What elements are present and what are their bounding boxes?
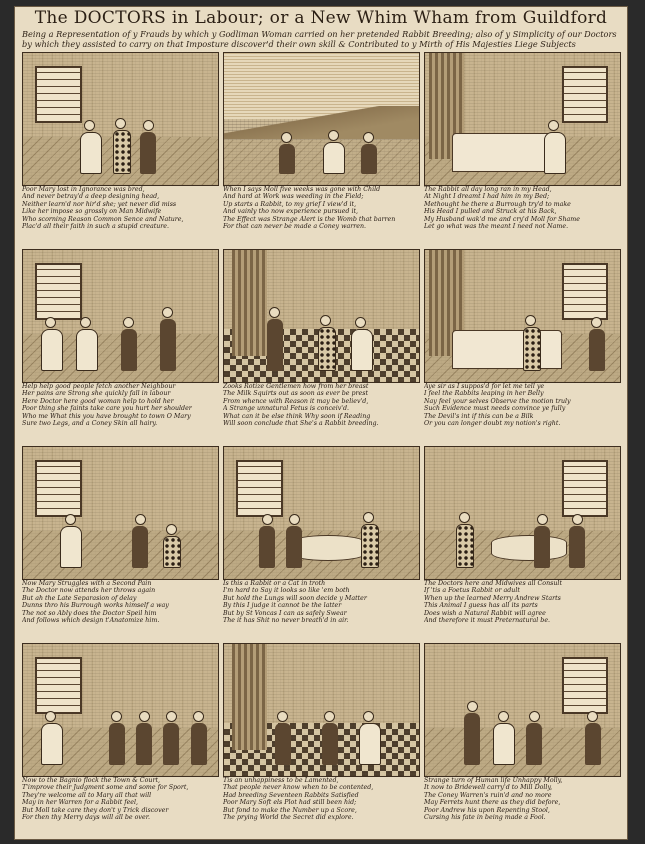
figure-body [41, 329, 63, 371]
window [236, 460, 283, 517]
figure-head [111, 711, 122, 722]
figure-head [363, 711, 374, 722]
figure-body [359, 723, 381, 765]
window [562, 263, 609, 320]
verse-line: Help help good people fetch another Neighbour [22, 383, 176, 390]
engraved-figure [589, 317, 605, 371]
verse-line: By this I judge it cannot be the latter [223, 602, 342, 610]
figure-head [572, 514, 583, 525]
verse-line: Does wish a Natural Rabbit will agree [424, 609, 546, 617]
verse-line: I feel the Rabbits leaping in her Belly [424, 390, 544, 398]
figure-body [585, 723, 601, 765]
figure-head [281, 132, 292, 143]
curtain [232, 644, 267, 750]
engraved-figure [275, 711, 291, 765]
figure-head [498, 711, 509, 722]
verse-line: Such Evidence must needs convince ye fully [424, 405, 566, 413]
figure-head [45, 317, 56, 328]
engraved-figure [136, 711, 152, 765]
figure-head [328, 130, 339, 141]
figure-body [267, 319, 283, 371]
engraved-figure [109, 711, 125, 765]
verse-line: And never betray'd a deep designing head, [22, 193, 160, 201]
verse-line: Poor Andrew his upon Repenting Stool, [424, 806, 550, 814]
verse-line: Tis an unhappiness to be Lamented, [223, 777, 339, 784]
engraving-illustration [22, 446, 219, 580]
verse-line: I'm hard to Say it looks so like 'em both [223, 587, 350, 595]
verse-caption [424, 580, 619, 640]
engraved-figure [523, 315, 539, 371]
verse-line: My Husband wak'd me and cry'd Moll for Shame [424, 215, 581, 223]
engraved-figure [113, 118, 129, 174]
verse-line: But ah the Late Separasion of delay [22, 594, 137, 602]
figure-head [277, 711, 288, 722]
figure-head [262, 514, 273, 525]
verse-line: That people never know when to be contented, [223, 784, 374, 792]
verse-caption [22, 383, 217, 443]
verse-line: Who scorning Reason Common Sence and Nature, [22, 215, 184, 223]
figure-head [162, 307, 173, 318]
engraved-figure [163, 711, 179, 765]
verse-line: Had breeding Seventeen Rabbits Satisfied [223, 791, 359, 799]
engraved-figure [534, 514, 550, 568]
engraved-figure [191, 711, 207, 765]
engraved-figure [82, 120, 98, 174]
verse-line: Will soon conclude that She's a Rabbit breeding. [223, 420, 379, 428]
figure-body [318, 327, 336, 371]
verse-line: Aye sir as I suppos'd for let me tell ye [424, 383, 545, 390]
print-sheet [14, 6, 628, 840]
verse-caption [424, 777, 619, 837]
figure-body [361, 144, 377, 174]
verse-caption [424, 186, 619, 246]
figure-body [322, 723, 338, 765]
verse-line: Let go what was the meant I need not Name. [424, 223, 569, 231]
figure-body [493, 723, 515, 765]
figure-body [351, 329, 373, 371]
verse-line: Or you can longer doubt my notion's right. [424, 420, 561, 428]
verse-line: When up the learned Merry Andrew Starts [424, 594, 561, 602]
verse-line: The Coney Warren's ruin'd and no more [424, 791, 552, 799]
figure-head [45, 711, 56, 722]
figure-head [320, 315, 331, 326]
verse-line: The not so Ably does the Doctor Speil him [22, 609, 157, 617]
engraved-figure [160, 307, 176, 371]
page-title: The DOCTORS in Labour; or a New Whim Wham from Guildford [34, 8, 608, 28]
engraved-figure [132, 514, 148, 568]
verse-line: But fond to make the Number up a Score, [223, 806, 357, 814]
engraving-illustration [22, 249, 219, 383]
bed [452, 330, 561, 369]
verse-line: At Night I dreamt I had him in my Bed; [424, 193, 550, 201]
figure-head [139, 711, 150, 722]
engraved-figure [569, 514, 585, 568]
verse-line: Neither learn'd nor hir'd she; yet never did miss [22, 200, 177, 208]
verse-line: May Ferrets hunt there as they did before, [424, 799, 561, 807]
figure-body [160, 319, 176, 371]
verse-line: May in her Warren for a Rabbit feel, [22, 799, 139, 807]
verse-caption [223, 580, 418, 640]
engraved-figure [464, 701, 480, 765]
engraved-figure [325, 130, 341, 174]
engraved-figure [43, 711, 59, 765]
verse-line: Is this a Rabbit or a Cat in troth [223, 580, 326, 587]
figure-head [459, 512, 470, 523]
wooden-floor [23, 531, 218, 579]
engraved-figure [279, 132, 295, 174]
figure-head [548, 120, 559, 131]
figure-body [80, 132, 102, 174]
figure-head [123, 317, 134, 328]
figure-head [587, 711, 598, 722]
figure-head [80, 317, 91, 328]
figure-body [456, 524, 474, 568]
engraving-illustration [424, 446, 621, 580]
engraving-illustration [223, 446, 420, 580]
engraved-figure [361, 512, 377, 568]
verse-line: For that can never be made a Coney warren. [223, 223, 367, 231]
figure-body [526, 723, 542, 765]
figure-body [286, 526, 302, 568]
window [35, 66, 82, 123]
engraved-figure [361, 711, 377, 765]
figure-body [109, 723, 125, 765]
engraved-figure [140, 120, 156, 174]
verse-caption [223, 777, 418, 837]
figure-body [544, 132, 566, 174]
figure-body [279, 144, 295, 174]
figure-body [163, 723, 179, 765]
figure-body [361, 524, 379, 568]
engraved-figure [495, 711, 511, 765]
verse-line: The Devil's int if this can be a Bilk [424, 412, 534, 420]
page-subtitle: Being a Representation of y Frauds by which y Godliman Woman carried on her pretended Rabbit Breeding; also of y Simplicity of our Doctors by which they assisted to carry on that Imposture discover'd their own skill & Contributed to y Mirth of His Majesties Liege Subjects [22, 29, 617, 49]
figure-head [115, 118, 126, 129]
verse-line: Methought he there a Burrough try'd to make [424, 200, 571, 208]
verse-line: Plac'd all their faith in such a stupid creature. [22, 223, 170, 231]
curtain [232, 250, 267, 356]
verse-line: But Moll take care they don't y Trick discover [22, 806, 169, 814]
verse-line: The Milk Squirts out as soon as ever be prest [223, 390, 368, 398]
figure-body [259, 526, 275, 568]
figure-body [113, 130, 131, 174]
verse-line: The Doctors here and Midwives all Consult [424, 580, 562, 587]
verse-line: The it has Shit no never breath'd in air. [223, 617, 349, 625]
verse-line: Up starts a Rabbit, to my grief I view'd it, [223, 200, 357, 208]
engraving-illustration [424, 249, 621, 383]
engraving-illustration [424, 643, 621, 777]
engraved-figure [526, 711, 542, 765]
verse-line: Poor Mary Soft els Plot had still been hid; [223, 799, 357, 807]
verse-line: And vainly tho now experience pursued it, [223, 208, 358, 216]
engraved-figure [267, 307, 283, 371]
verse-line: Here Doctor here good woman help to hold her [22, 397, 174, 405]
figure-body [191, 723, 207, 765]
verse-line: If 'tis a Foetus Rabbit or adult [424, 587, 520, 595]
verse-line: What can it be else think Why soon if Reading [223, 412, 371, 420]
verse-line: But by St Voncas I can as safely Swear [223, 609, 347, 617]
field-ground [224, 140, 419, 185]
engraved-figure [318, 315, 334, 371]
verse-line: Like her impose so grossly on Man Midwife [22, 208, 162, 216]
verse-caption [424, 383, 619, 443]
figure-head [525, 315, 536, 326]
figure-head [467, 701, 478, 712]
engraved-figure [78, 317, 94, 371]
engraved-figure [456, 512, 472, 568]
verse-line: Dunns thro his Burrough works himself a way [22, 602, 169, 610]
figure-body [275, 723, 291, 765]
verse-line: A Strange unnatural Fetus is conceiv'd. [223, 405, 350, 413]
window [35, 460, 82, 517]
figure-head [65, 514, 76, 525]
figure-head [324, 711, 335, 722]
verse-line: This Animal I guess has all its parts [424, 602, 538, 610]
engraved-figure [585, 711, 601, 765]
verse-line: T'improve their Judgment some and some for Sport, [22, 784, 189, 792]
figure-head [135, 514, 146, 525]
engraved-figure [546, 120, 562, 174]
verse-line: And therefore it must Preternatural be. [424, 617, 551, 625]
engraved-figure [43, 317, 59, 371]
verse-line: The prying World the Secret did explore. [223, 814, 354, 822]
verse-line: Now to the Bagnio flock the Town & Court, [22, 777, 161, 784]
window [35, 657, 82, 714]
verse-line: His Head I pulled and Struck at his Back, [424, 208, 557, 216]
figure-body [41, 723, 63, 765]
figure-body [589, 329, 605, 371]
panel-grid [22, 52, 620, 836]
figure-head [166, 711, 177, 722]
verse-line: Cursing his fate in being made a Fool. [424, 814, 546, 822]
figure-head [529, 711, 540, 722]
engraved-figure [286, 514, 302, 568]
verse-line: But hold the Lungs will soon decide y Matter [223, 594, 367, 602]
verse-caption [223, 383, 418, 443]
figure-head [166, 524, 177, 535]
figure-head [269, 307, 280, 318]
figure-head [537, 514, 548, 525]
figure-head [289, 514, 300, 525]
figure-body [132, 526, 148, 568]
engraved-figure [163, 524, 179, 568]
table [491, 535, 567, 561]
engraved-figure [62, 514, 78, 568]
verse-line: It now to Bridewell carry'd to Mill Dolly, [424, 784, 553, 792]
verse-caption [223, 186, 418, 246]
verse-line: Her pains are Strong she quickly fall in labour [22, 390, 171, 398]
figure-body [60, 526, 82, 568]
verse-line: They're welcome all to Mary all that will [22, 791, 152, 799]
verse-line: Poor thing she faints take care you hurt her shoulder [22, 405, 192, 413]
window [562, 657, 609, 714]
verse-line: Poor Mary lost in Ignorance was bred, [22, 186, 145, 193]
engraved-figure [361, 132, 377, 174]
figure-head [143, 120, 154, 131]
hills [224, 106, 419, 139]
figure-body [163, 536, 181, 568]
figure-body [323, 142, 345, 174]
verse-line: The Effect was Strange Alert is the Womb that barren [223, 215, 396, 223]
figure-body [523, 327, 541, 371]
verse-line: When I says Moll five weeks was gone with Child [223, 186, 381, 193]
verse-line: Sure two Legs, and a Coney Skin all hairy. [22, 420, 158, 428]
verse-line: And follows which design t'Anatomize him. [22, 617, 160, 625]
verse-line: Now Mary Struggles with a Second Pain [22, 580, 152, 587]
figure-body [76, 329, 98, 371]
figure-body [140, 132, 156, 174]
engraving-illustration [424, 52, 621, 186]
figure-head [84, 120, 95, 131]
verse-caption [22, 777, 217, 837]
figure-body [136, 723, 152, 765]
figure-head [591, 317, 602, 328]
verse-line: And hard at Work was weeding in the Field; [223, 193, 364, 201]
figure-body [534, 526, 550, 568]
figure-body [464, 713, 480, 765]
verse-line: The Rabbit all day long ran in my Head, [424, 186, 552, 193]
verse-line: The Doctor now attends her throws again [22, 587, 156, 595]
figure-body [569, 526, 585, 568]
engraving-illustration [22, 52, 219, 186]
engraving-illustration [22, 643, 219, 777]
engraved-figure [121, 317, 137, 371]
verse-line: Strange turn of Human life Unhappy Molly, [424, 777, 563, 784]
verse-line: From whence with Reason it may be believ'd, [223, 397, 369, 405]
engraved-figure [353, 317, 369, 371]
verse-line: Zooks Rotize Gentlemen how from her breast [223, 383, 369, 390]
engraving-illustration [223, 643, 420, 777]
figure-head [363, 512, 374, 523]
verse-line: For then thy Merry days will all be over. [22, 814, 151, 822]
verse-caption [22, 580, 217, 640]
window [35, 263, 82, 320]
engraving-illustration [223, 52, 420, 186]
verse-caption [22, 186, 217, 246]
engraved-figure [322, 711, 338, 765]
verse-line: Who me What this you have brought to town O Mary [22, 412, 191, 420]
window [562, 66, 609, 123]
figure-head [363, 132, 374, 143]
window [562, 460, 609, 517]
figure-head [193, 711, 204, 722]
figure-head [355, 317, 366, 328]
engraved-figure [259, 514, 275, 568]
verse-line: Nay feel your selves Observe the motion truly [424, 397, 571, 405]
engraving-illustration [223, 249, 420, 383]
figure-body [121, 329, 137, 371]
